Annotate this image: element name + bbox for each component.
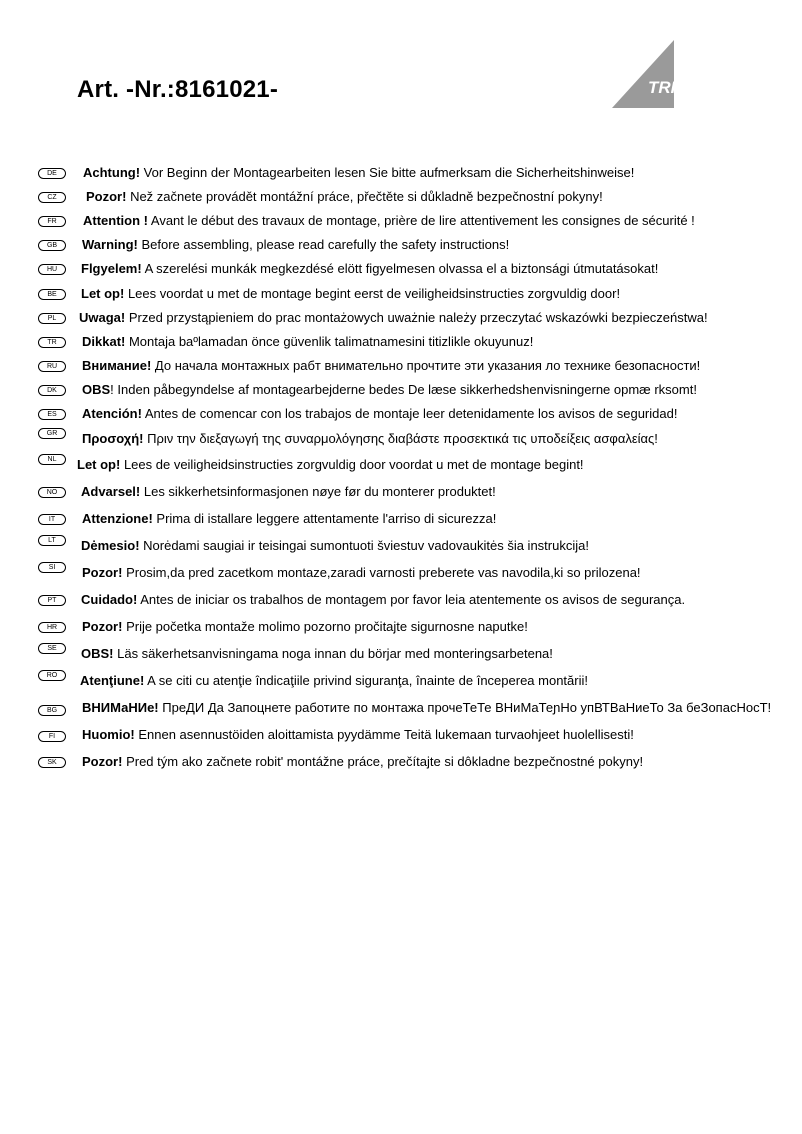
language-badge: BE (38, 289, 66, 300)
notice-label: Pozor! (82, 565, 123, 580)
trio-logo (610, 40, 705, 110)
notice-label: Flgyelem! (81, 261, 142, 276)
language-badge: PT (38, 595, 66, 606)
notice-row (0, 726, 802, 746)
notice-text: Les sikkerhetsinformasjonen nøye før du monterer produktet! (140, 484, 496, 499)
language-badge: FI (38, 731, 66, 742)
notice-label: OBS (82, 382, 111, 397)
language-badge: BG (38, 705, 66, 716)
language-badge: HU (38, 264, 66, 275)
notice-label: Huomio! (82, 727, 135, 742)
language-badge: LT (38, 535, 66, 546)
notice-text: Antes de iniciar os trabalhos de montagem por favor leia atentemente os avisos de segurança. (137, 592, 686, 607)
notice-label: Achtung! (83, 165, 141, 180)
language-badge: GR (38, 428, 66, 439)
notice-label: Advarsel! (81, 484, 141, 499)
notice-text: Prima di istallare leggere attentamente l'arriso di sicurezza! (152, 511, 497, 526)
language-badge: ES (38, 409, 66, 420)
notice-text: A se citi cu atenţie îndicaţiile privind siguranţa, înainte de începerea montării! (144, 673, 588, 688)
language-badge: CZ (38, 192, 66, 203)
notice-text: Než začnete provádět montážní práce, přečtěte si důkladně bezpečnostní pokyny! (126, 189, 603, 204)
language-badge: SE (38, 643, 66, 654)
notice-row (0, 591, 802, 611)
notice-row (0, 188, 802, 208)
language-badge: IT (38, 514, 66, 525)
notice-row (0, 483, 802, 503)
notice-row (0, 405, 802, 425)
notice-row (0, 381, 802, 401)
notice-text: Prije početka montaže molimo pozorno pročitajte sigurnosne naputke! (122, 619, 528, 634)
notice-text: Montaja baºlamadan önce güvenlik talimatnamesini titizlikle okuyunuz! (125, 334, 534, 349)
logo-triangle (612, 40, 674, 108)
notice-row (0, 699, 802, 719)
notice-text: Lees de veiligheidsinstructies zorgvuldig door voordat u met de montage begint! (120, 457, 584, 472)
notice-label: Atenţiune! (80, 673, 145, 688)
language-badge: DE (38, 168, 66, 179)
language-badge: DK (38, 385, 66, 396)
notice-row (0, 645, 802, 665)
notice-text: До начала монтажных рабт внимательно прочтите эти указания ло технике безопасности! (151, 358, 701, 373)
notice-label: ВНИМаНИе! (82, 700, 159, 715)
notice-label: Pozor! (82, 754, 123, 769)
article-number: Art. -Nr.:8161021- (77, 76, 279, 103)
notice-label: OBS! (81, 646, 114, 661)
notice-label: Attention ! (83, 213, 148, 228)
notice-row (0, 564, 802, 584)
notice-text: ПреДИ Да Запоцнете работите по монтажа прочеТеТе ВНиМаТеɲНо упВТВаНиеТо За беЗопасНосТ! (158, 700, 772, 715)
language-badge: RU (38, 361, 66, 372)
language-badge: PL (38, 313, 66, 324)
notice-label: Let op! (77, 457, 121, 472)
notice-text: Vor Beginn der Montagearbeiten lesen Sie bitte aufmerksam die Sicherheitshinweise! (140, 165, 635, 180)
notice-row (0, 285, 802, 305)
language-badge: RO (38, 670, 66, 681)
notice-row (0, 618, 802, 638)
notice-label: Pozor! (86, 189, 127, 204)
notice-row (0, 672, 802, 692)
language-badge: NL (38, 454, 66, 465)
notice-text: Norėdami saugiai ir teisingai sumontuoti šviestuv vadovaukitės šia instrukcija! (139, 538, 589, 553)
notice-label: Let op! (81, 286, 125, 301)
notice-text: Πριν την διεξαγωγή της συναρμολόγησης διαβάστε προσεκτικά τις υποδείξεις ασφαλείας! (143, 431, 658, 446)
notice-row (0, 236, 802, 256)
notice-row (0, 309, 802, 329)
notice-label: Uwaga! (79, 310, 126, 325)
notice-row (0, 333, 802, 353)
notice-row (0, 456, 802, 476)
notice-row (0, 430, 802, 450)
notice-row (0, 164, 802, 184)
notice-label: Dikkat! (82, 334, 126, 349)
notice-text: Pred tým ako začnete robit' montážne práce, prečítajte si dôkladne bezpečnostné pokyny! (122, 754, 644, 769)
notice-row (0, 510, 802, 530)
notice-text: Prosim,da pred zacetkom montaze,zaradi varnosti preberete vas navodila,ki so prilozena! (122, 565, 641, 580)
notice-text: Läs säkerhetsanvisningama noga innan du börjar med monteringsarbetena! (113, 646, 553, 661)
notice-label: Προσοχή! (82, 431, 144, 446)
notice-text: Lees voordat u met de montage begint eerst de veiligheidsinstructies zorgvuldig door! (124, 286, 621, 301)
logo-text: TRIO (648, 78, 689, 97)
language-badge: SI (38, 562, 66, 573)
notice-text: Antes de comencar con los trabajos de montaje leer detenidamente los avisos de seguridad! (141, 406, 678, 421)
language-badge: SK (38, 757, 66, 768)
notice-row (0, 537, 802, 557)
notice-text: Before assembling, please read carefully the safety instructions! (137, 237, 510, 252)
notice-text: ! Inden påbegyndelse af montagearbejderne bedes De læse sikkerhedshenvisningerne opmæ rksomt! (110, 382, 697, 397)
notice-label: Cuidado! (81, 592, 138, 607)
notice-label: Внимание! (82, 358, 152, 373)
notice-row (0, 260, 802, 280)
language-badge: GB (38, 240, 66, 251)
language-badge: TR (38, 337, 66, 348)
notice-row (0, 212, 802, 232)
notice-text: Ennen asennustöiden aloittamista pyydämme Teitä lukemaan turvaohjeet huolellisesti! (134, 727, 634, 742)
language-badge: NO (38, 487, 66, 498)
notice-row (0, 753, 802, 773)
notice-label: Atención! (82, 406, 142, 421)
notice-text: Avant le début des travaux de montage, prière de lire attentivement les consignes de sécurité ! (147, 213, 695, 228)
language-badge: FR (38, 216, 66, 227)
notice-label: Dėmesio! (81, 538, 140, 553)
notice-text: Przed przystąpieniem do prac montażowych uważnie należy przeczytać wskazówki bezpieczeństwa! (125, 310, 708, 325)
language-badge: HR (38, 622, 66, 633)
notice-label: Pozor! (82, 619, 123, 634)
notice-row (0, 357, 802, 377)
notice-label: Attenzione! (82, 511, 153, 526)
notice-text: A szerelési munkák megkezdésé elött figyelmesen olvassa el a biztonsági útmutatásokat! (141, 261, 659, 276)
notice-label: Warning! (82, 237, 138, 252)
